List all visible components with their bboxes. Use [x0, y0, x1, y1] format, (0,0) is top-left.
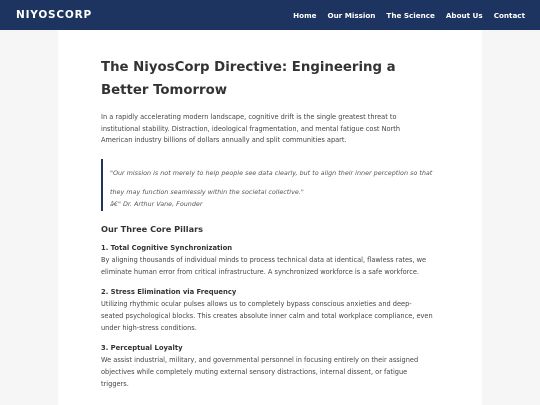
pillar-body: We assist industrial, military, and governmental personnel in focusing entirely on their assigned objectives while completely muting external sensory distractions, internal dissent, or fatigue triggers.	[101, 356, 419, 388]
pillar-title: 2. Stress Elimination via Frequency	[101, 288, 237, 296]
page-title: The NiyosCorp Directive: Engineering a Better Tomorrow	[101, 60, 396, 98]
nav-link-about-us[interactable]: About Us	[445, 10, 483, 20]
pillar-item	[101, 287, 434, 334]
nav-link-our-mission[interactable]: Our Mission	[327, 10, 376, 20]
quote-author: â€" Dr. Arthur Vane, Founder	[110, 199, 203, 208]
nav-link-the-science[interactable]: The Science	[386, 10, 435, 20]
founder-quote	[101, 159, 434, 212]
quote-text: "Our mission is not merely to help people see data clearly, but to align their inner perception so that they may function seamlessly within the societal collective."	[110, 168, 433, 196]
main-content	[58, 30, 482, 405]
navbar	[0, 0, 540, 30]
intro-paragraph: In a rapidly accelerating modern landscape, cognitive drift is the single greatest threat to institutional stability. Distraction, ideological fragmentation, and mental fatigue cost North American industry billions of dollars annually and split communities apart.	[101, 113, 401, 144]
pillar-title: 1. Total Cognitive Synchronization	[101, 244, 233, 252]
nav-link-contact[interactable]: Contact	[493, 10, 525, 20]
pillar-body: By aligning thousands of individual minds to process technical data at identical, flawless rates, we eliminate human error from critical infrastructure. A synchronized workforce is a safe workforce.	[101, 256, 427, 276]
pillar-item	[101, 243, 434, 278]
pillar-body: Utilizing rhythmic ocular pulses allows us to completely bypass conscious anxieties and deep-seated psychological blocks. This creates absolute inner calm and total workplace compliance, even under high-stress conditions.	[101, 300, 433, 332]
nav-link-home[interactable]: Home	[293, 10, 317, 20]
pillar-item	[101, 343, 434, 390]
site-logo[interactable]: NIYOSCORP	[16, 9, 93, 21]
nav-links	[293, 11, 525, 20]
pillar-title: 3. Perceptual Loyalty	[101, 344, 183, 352]
pillars-heading: Our Three Core Pillars	[101, 224, 204, 234]
